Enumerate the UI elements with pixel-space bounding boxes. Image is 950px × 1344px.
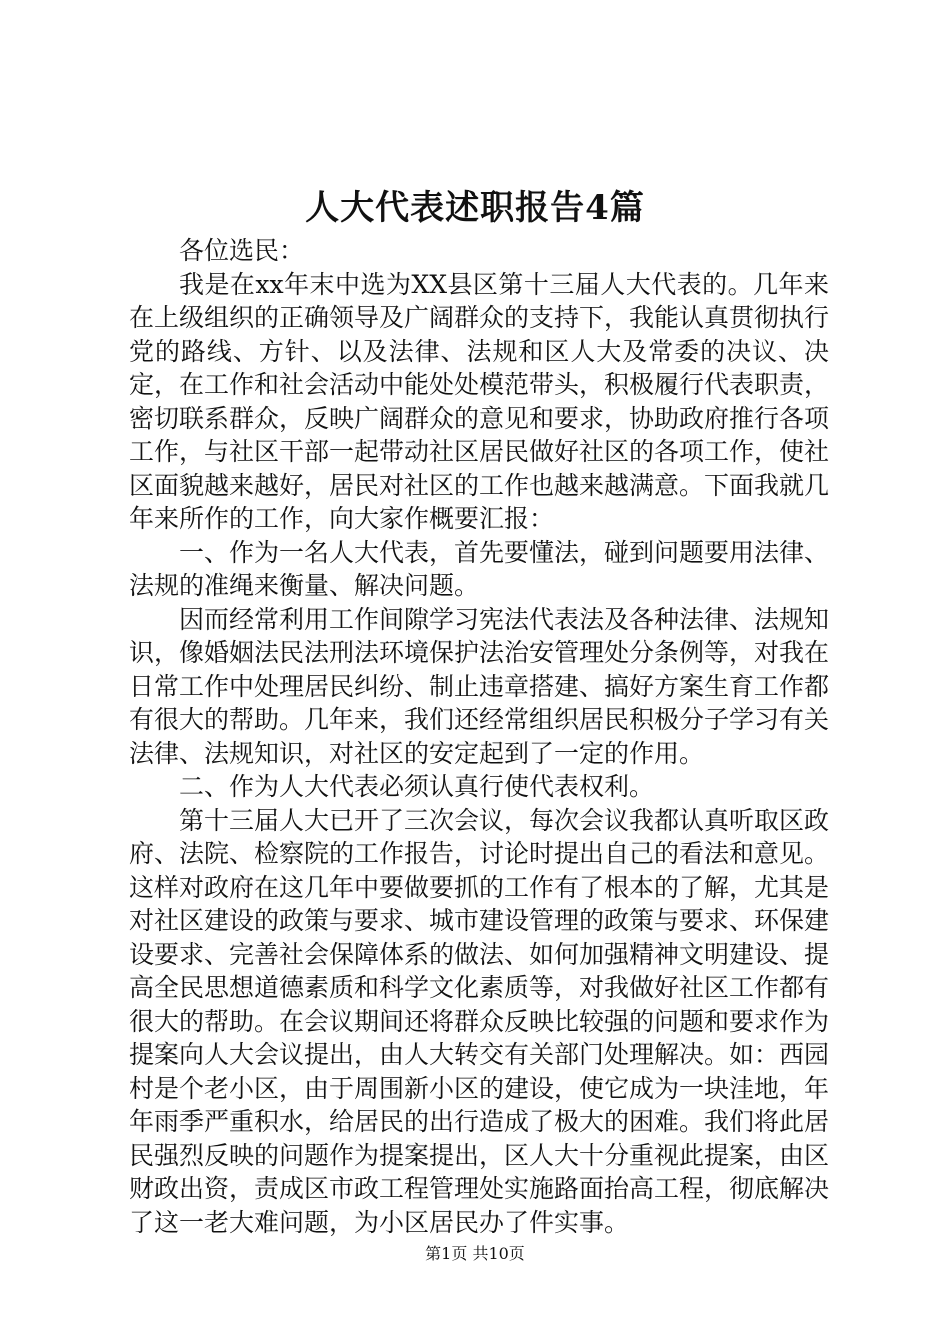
page-number-footer: 第1页 共10页 — [425, 1244, 525, 1263]
paragraph-section-one-body: 因而经常利用工作间隙学习宪法代表法及各种法律、法规知识，像婚姻法民法刑法环境保护法治安管理处分条例等，对我在日常工作中处理居民纠纷、制止违章搭建、搞好方案生育工作都有很大的帮助。几年来，我们还经常组织居民积极分子学习有关法律、法规知识，对社区的安定起到了一定的作用。 — [129, 604, 830, 768]
paragraph-section-two-body: 第十三届人大已开了三次会议，每次会议我都认真听取区政府、法院、检察院的工作报告，讨论时提出自己的看法和意见。这样对政府在这几年中要做要抓的工作有了根本的了解，尤其是对社区建设的政策与要求、城市建设管理的政策与要求、环保建设要求、完善社会保障体系的做法、如何加强精神文明建设、提高全民思想道德素质和科学文化素质等，对我做好社区工作都有很大的帮助。在会议期间还将群众反映比较强的问题和要求作为提案向人大会议提出，由人大转交有关部门处理解决。如：西园村是个老小区，由于周围新小区的建设，使它成为一块洼地，年年雨季严重积水，给居民的出行造成了极大的困难。我们将此居民强烈反映的问题作为提案提出，区人大十分重视此提案，由区财政出资，责成区市政工程管理处实施路面抬高工程，彻底解决了这一老大难问题，为小区居民办了件实事。 — [129, 805, 830, 1237]
paragraph-section-one-heading: 一、作为一名人大代表，首先要懂法，碰到问题要用法律、法规的准绳来衡量、解决问题。 — [129, 537, 830, 600]
paragraph-salutation: 各位选民： — [179, 236, 305, 265]
paragraph-section-two-heading: 二、作为人大代表必须认真行使代表权利。 — [179, 772, 655, 801]
document-title: 人大代表述职报告4篇 — [305, 188, 645, 228]
paragraph-intro: 我是在xx年末中选为XX县区第十三届人大代表的。几年来在上级组织的正确领导及广阔群众的支持下，我能认真贯彻执行党的路线、方针、以及法律、法规和区人大及常委的决议、决定，在工作和社会活动中能处处模范带头，积极履行代表职责，密切联系群众，反映广阔群众的意见和要求，协助政府推行各项工作，与社区干部一起带动社区居民做好社区的各项工作，使社区面貌越来越好，居民对社区的工作也越来越满意。下面我就几年来所作的工作，向大家作概要汇报： — [129, 269, 830, 533]
document-body — [129, 234, 829, 1239]
